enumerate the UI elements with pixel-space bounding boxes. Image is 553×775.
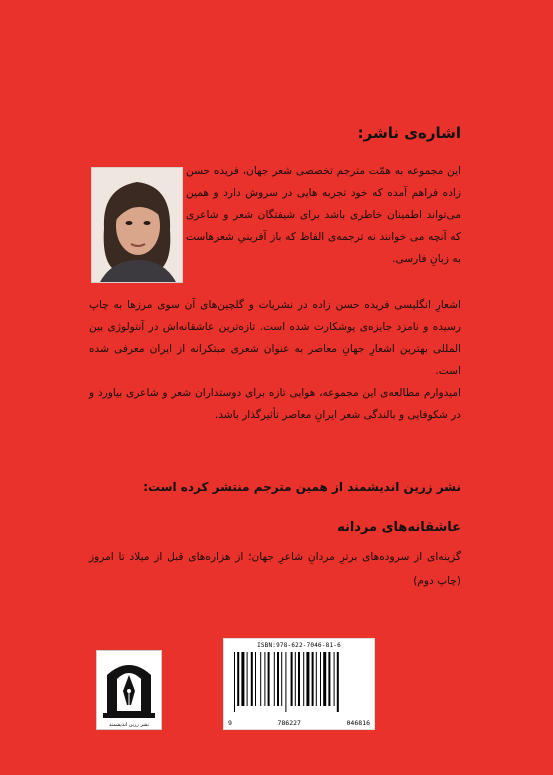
other-books-heading: نشر زرین اندیشمند از همین مترجم منتشر کرده است: [143, 480, 461, 494]
barcode-digit-group: 786227 [277, 719, 301, 727]
barcode-digit-prefix: 9 [228, 719, 232, 727]
publisher-note-paragraph: امیدوارم مطالعه‌ی این مجموعه، هوایی تازه برای دوستداران شعر و شاعری بیاورد و در شکوفایی و بالندگی شعر ایرانِ معاصر تأثیرگذار باشد. [89, 387, 461, 421]
translator-photo [91, 167, 183, 283]
pen-nib-logo-icon [97, 651, 161, 729]
barcode-digits [228, 719, 370, 727]
isbn-barcode [223, 638, 375, 730]
portrait-image [92, 168, 182, 282]
publisher-note-paragraph: اشعارِ انگلیسی فریده حسن زاده در نشریات و گلچین‌های آن سوی مرزها به چاپ رسیده و نامزد جایزه‌ی پوشکارت شده است. تازه‌ترین عاشقانه‌اش در آنتولوژی بین المللی بهترین اشعارِ جهانِ معاصر به عنوان شعری مبتکرانه از ایران معرفی شده است. [89, 299, 461, 377]
barcode-digit-group: 046816 [346, 719, 370, 727]
publisher-logo [96, 650, 162, 730]
book-title: عاشقانه‌های مردانه [337, 520, 461, 535]
logo-caption: نشر زرین اندیشمند [108, 722, 150, 728]
book-description: گزینه‌ای از سروده‌های برترِ مردانِ شاعرِ جهان؛ از هزاره‌های قبل از میلاد تا امروز (چاپ دوم) [89, 551, 461, 587]
barcode-bars [232, 652, 366, 714]
publisher-note-intro: این مجموعه به همّت مترجم تخصصی شعر جهان، فریده حسن زاده فراهم آمده که خود تجربه هایی در سروش دارد و همین می‌تواند اطمینان خاطری باشد برای شیفتگان شعر و شاعری که آنچه می خوانند نه ترجمه‌ی الفاظ که باز آفرینیِ شعرهاست به زبانِ فارسی. [186, 165, 461, 265]
publisher-note-heading: اشاره‌ی ناشر: [357, 124, 461, 142]
isbn-number: ISBN:978-622-7046-81-6 [257, 642, 341, 649]
publisher-note-body [89, 294, 461, 426]
